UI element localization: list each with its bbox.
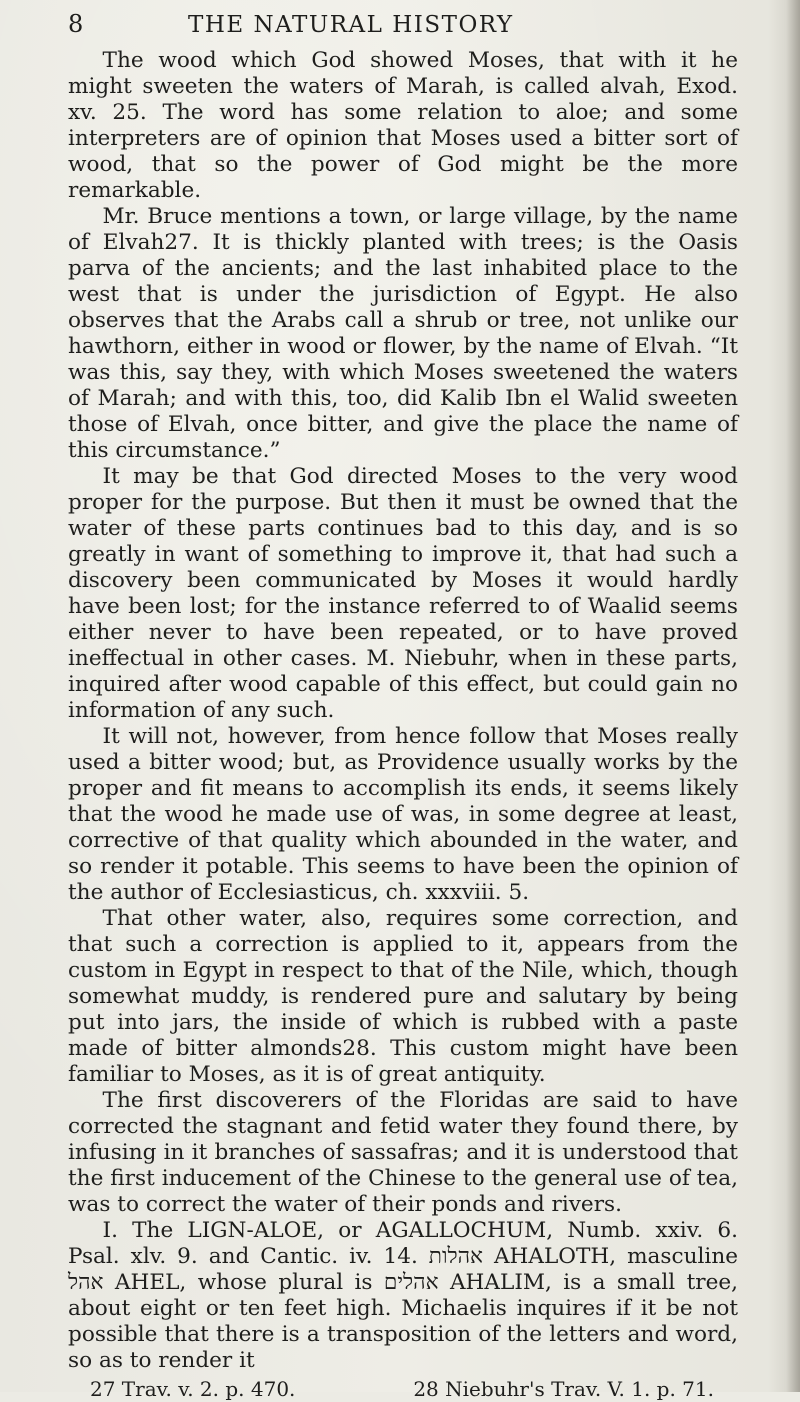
paragraph-nile-water: That other water, also, requires some correction, and that such a correction is applied to it, appears from the custom in Egypt in respect to that of the Nile, which, though somewhat muddy, is rendered pure and salutary by being put into jars, the inside of which is rubbed with a paste made of bitter almonds28. This custom might have been familiar to Moses, as it is of great antiquity. <box>68 906 738 1087</box>
running-header <box>68 10 738 48</box>
page-number: 8 <box>68 10 85 38</box>
paragraph-marah-wood: The wood which God showed Moses, that with it he might sweeten the waters of Marah, is called alvah, Exod. xv. 25. The word has some relation to aloe; and some interpreters are of opinion that Moses used a bitter sort of wood, that so the power of God might be the more remarkable. <box>68 48 738 203</box>
paragraph-proper-wood: It may be that God directed Moses to the very wood proper for the purpose. But then it must be owned that the water of these parts continues bad to this day, and is so greatly in want of something to improve it, that had such a discovery been communicated by Moses it would hardly have been lost; for the instance referred to of Waalid seems either never to have been repeated, or to have proved ineffectual in other cases. M. Niebuhr, when in these parts, inquired after wood capable of this effect, but could gain no information of any such. <box>68 464 738 723</box>
page-content <box>68 10 738 1402</box>
body-text <box>68 48 738 1374</box>
paragraph-bitter-wood: It will not, however, from hence follow that Moses really used a bitter wood; but, as Providence usually works by the proper and fit means to accomplish its ends, it seems likely that the wood he made use of was, in some degree at least, corrective of that quality which abounded in the water, and so render it potable. This seems to have been the opinion of the author of Ecclesiasticus, ch. xxxviii. 5. <box>68 724 738 905</box>
footnote-28: 28 Niebuhr's Trav. V. 1. p. 71. <box>413 1377 714 1401</box>
running-title: THE NATURAL HISTORY <box>188 12 514 38</box>
paragraph-bruce-elvah: Mr. Bruce mentions a town, or large village, by the name of Elvah27. It is thickly planted with trees; is the Oasis parva of the ancients; and the last inhabited place to the west that is under the jurisdiction of Egypt. He also observes that the Arabs call a shrub or tree, not unlike our hawthorn, either in wood or flower, by the name of Elvah. “It was this, say they, with which Moses sweetened the waters of Marah; and with this, too, did Kalib Ibn el Walid sweeten those of Elvah, once bitter, and give the place the name of this circumstance.” <box>68 204 738 463</box>
paragraph-floridas-tea: The first discoverers of the Floridas are said to have corrected the stagnant and fetid water they found there, by infusing in it branches of sassafras; and it is understood that the first inducement of the Chinese to the general use of tea, was to correct the water of their ponds and rivers. <box>68 1088 738 1217</box>
footnote-27: 27 Trav. v. 2. p. 470. <box>90 1377 296 1401</box>
page-edge-shadow <box>786 0 800 1392</box>
paragraph-lign-aloe: I. The LIGN-ALOE, or AGALLOCHUM, Numb. xxiv. 6. Psal. xlv. 9. and Cantic. iv. 14. אהלות AHALOTH, masculine אהל AHEL, whose plural is אהלים AHALIM, is a small tree, about eight or ten feet high. Michaelis inquires if it be not possible that there is a transposition of the letters and word, so as to render it <box>68 1218 738 1373</box>
footnotes <box>68 1376 738 1402</box>
